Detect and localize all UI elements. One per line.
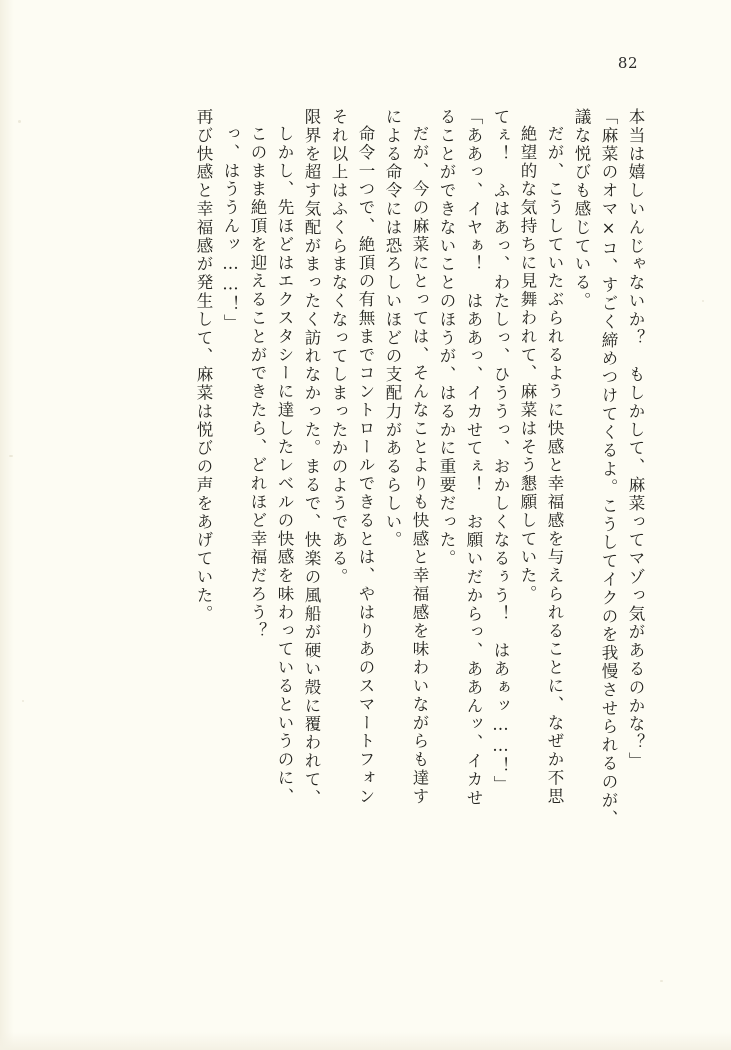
text-line: それ以上はふくらまなくなってしまったかのようである。 [329, 108, 348, 587]
text-line: だが、こうしていたぶられるように快感と幸福感を与えられることに、なぜか不思 [545, 125, 564, 806]
paper-edge-shading-bottom [0, 1032, 731, 1050]
text-line: だが、今の麻菜にとっては、そんなことよりも快感と幸福感を味わいながらも達す [410, 125, 429, 806]
text-line: による命令には恐ろしいほどの支配力があるらしい。 [383, 108, 402, 550]
paper-speck [22, 700, 24, 702]
text-line: 再び快感と幸福感が発生して、麻菜は悦びの声をあげていた。 [194, 108, 213, 624]
paper-speck [660, 980, 663, 982]
text-line: 命令一つで、絶頂の有無までコントロールできるとは、やはりあのスマートフォン [356, 125, 375, 806]
text-line: ることができないことのほうが、はるかに重要だった。 [437, 108, 456, 568]
paper-speck [9, 455, 13, 457]
paper-speck [702, 300, 704, 302]
page-number: 82 [617, 54, 638, 72]
text-line: 本当は嬉しいんじゃないか？ もしかして、麻菜ってマゾっ気があるのかな？」 [626, 108, 645, 771]
text-line: 「麻菜のオマ×コ、すごく締めつけてくるよ。こうしてイクのを我慢させられるのが、 [599, 108, 618, 829]
text-line: このまま絶頂を迎えることができたら、どれほど幸福だろう？ [248, 125, 267, 641]
paper-edge-shading-left [0, 0, 14, 1050]
text-line: しかし、先ほどはエクスタシーに達したレベルの快感を味わっているというのに、 [275, 125, 294, 806]
text-line: 絶望的な気持ちに見舞われて、麻菜はそう懇願していた。 [518, 125, 537, 604]
text-line: っ、はううんッ……！」 [221, 125, 240, 333]
text-line: 「ああっ、イヤぁ！ はああっ、イカせてぇ！ お願いだからっ、ああんッ、イカせ [464, 108, 483, 808]
vertical-text-body [184, 108, 643, 938]
text-line: てぇ！ ふはあっ、わたしっ、ひううっ、おかしくなるぅう！ はあぁッ……！」 [491, 108, 510, 794]
text-line: 限界を超す気配がまったく訪れなかった。まるで、快楽の風船が硬い殻に覆われて、 [302, 108, 321, 808]
text-line: 議な悦びも感じている。 [572, 108, 591, 311]
paper-speck [18, 120, 21, 123]
